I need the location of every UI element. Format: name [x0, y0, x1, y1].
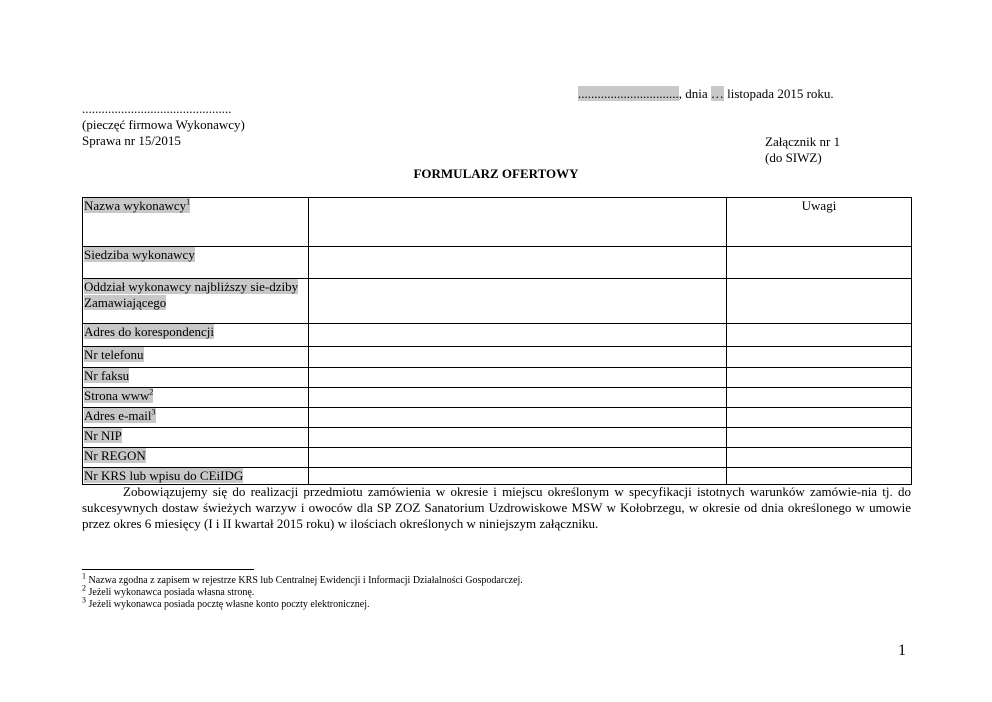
row-label — [83, 408, 309, 428]
row-label — [83, 324, 309, 347]
table-row — [83, 448, 912, 468]
label-text: Nr REGON — [84, 448, 146, 463]
label-text: Siedziba wykonawcy — [84, 247, 195, 262]
table-row — [83, 368, 912, 388]
remarks-cell[interactable] — [727, 388, 912, 408]
label-text: Nr faksu — [84, 368, 130, 383]
value-cell[interactable] — [309, 247, 727, 279]
value-cell[interactable] — [309, 198, 727, 247]
case-number: Sprawa nr 15/2015 — [82, 133, 181, 148]
seal-block — [82, 101, 245, 149]
footnotes — [82, 571, 523, 611]
label-text: Nazwa wykonawcy — [84, 198, 187, 213]
table-row — [83, 388, 912, 408]
footnote-number: 2 — [82, 583, 86, 593]
table-row — [83, 468, 912, 485]
remarks-cell[interactable] — [727, 247, 912, 279]
table-row — [83, 279, 912, 324]
row-label — [83, 428, 309, 448]
row-label — [83, 368, 309, 388]
row-label — [83, 468, 309, 485]
table-row — [83, 247, 912, 279]
offer-form-table — [82, 197, 912, 485]
row-label — [83, 247, 309, 279]
value-cell[interactable] — [309, 448, 727, 468]
commitment-paragraph — [82, 484, 911, 532]
value-cell[interactable] — [309, 279, 727, 324]
remarks-cell[interactable] — [727, 324, 912, 347]
remarks-cell[interactable] — [727, 448, 912, 468]
value-cell[interactable] — [309, 368, 727, 388]
footnote — [82, 571, 523, 587]
seal-caption: (pieczęć firmowa Wykonawcy) — [82, 117, 245, 132]
table-row — [83, 347, 912, 368]
page-title: FORMULARZ OFERTOWY — [413, 166, 579, 181]
annex-number: Załącznik nr 1 — [765, 134, 841, 149]
remarks-cell[interactable] — [727, 428, 912, 448]
table-row — [83, 408, 912, 428]
remarks-cell[interactable] — [727, 279, 912, 324]
row-label — [83, 198, 309, 247]
footnote — [82, 595, 523, 611]
label-text: Nr KRS lub wpisu do CEiIDG — [84, 468, 244, 483]
value-cell[interactable] — [309, 388, 727, 408]
footnote — [82, 583, 523, 599]
seal-dots: .............................................. — [82, 101, 232, 116]
label-text: Nr telefonu — [84, 347, 144, 362]
footnote-ref: 2 — [149, 387, 154, 397]
value-cell[interactable] — [309, 468, 727, 485]
footnote-ref: 1 — [186, 197, 191, 207]
date-day-label: , dnia — [678, 86, 711, 101]
remarks-cell[interactable] — [727, 408, 912, 428]
footnote-number: 3 — [82, 595, 86, 605]
label-text: Oddział wykonawcy najbliższy sie-dziby Zamawiającego — [84, 279, 299, 310]
date-day-field[interactable]: … — [710, 86, 724, 101]
annex-reference: (do SIWZ) — [765, 150, 822, 165]
remarks-cell[interactable] — [727, 368, 912, 388]
table-row — [83, 198, 912, 247]
row-label — [83, 388, 309, 408]
remarks-cell[interactable] — [727, 468, 912, 485]
label-text: Strona www — [84, 388, 150, 403]
label-text: Adres e-mail — [84, 408, 152, 423]
table-row — [83, 324, 912, 347]
footnote-text: Jeżeli wykonawca posiada pocztę własne konto poczty elektronicznej. — [88, 599, 370, 610]
remarks-header: Uwagi — [727, 198, 912, 247]
footnote-divider — [82, 569, 254, 570]
value-cell[interactable] — [309, 408, 727, 428]
date-place-field[interactable]: ............................... — [578, 86, 679, 101]
row-label — [83, 448, 309, 468]
value-cell[interactable] — [309, 324, 727, 347]
row-label — [83, 347, 309, 368]
footnote-text: Nazwa zgodna z zapisem w rejestrze KRS lub Centralnej Ewidencji i Informacji Działalności Gospodarczej. — [88, 575, 523, 586]
value-cell[interactable] — [309, 347, 727, 368]
label-text: Nr NIP — [84, 428, 122, 443]
date-line — [578, 86, 834, 102]
table-row — [83, 428, 912, 448]
annex-block — [765, 134, 840, 166]
footnote-number: 1 — [82, 571, 86, 581]
footnote-text: Jeżeli wykonawca posiada własna stronę. — [88, 587, 255, 598]
label-text: Adres do korespondencji — [84, 324, 214, 339]
value-cell[interactable] — [309, 428, 727, 448]
commitment-text: Zobowiązujemy się do realizacji przedmiotu zamówienia w okresie i miejscu określonym w specyfikacji istotnych warunków zamówie-nia tj. do sukcesywnych dostaw świeżych warzyw i owoców dla SP ZOZ Sanatorium Uzdrowiskowe MSW w Kołobrzegu, w okresie od dnia określonego w umowie przez okres 6 miesięcy (I i II kwartał 2015 roku) w ilościach określonych w niniejszym załączniku. — [82, 484, 911, 531]
row-label — [83, 279, 309, 324]
footnote-ref: 3 — [151, 407, 156, 417]
remarks-cell[interactable] — [727, 347, 912, 368]
date-month-year: listopada 2015 roku. — [723, 86, 834, 101]
page-number: 1 — [898, 642, 906, 659]
